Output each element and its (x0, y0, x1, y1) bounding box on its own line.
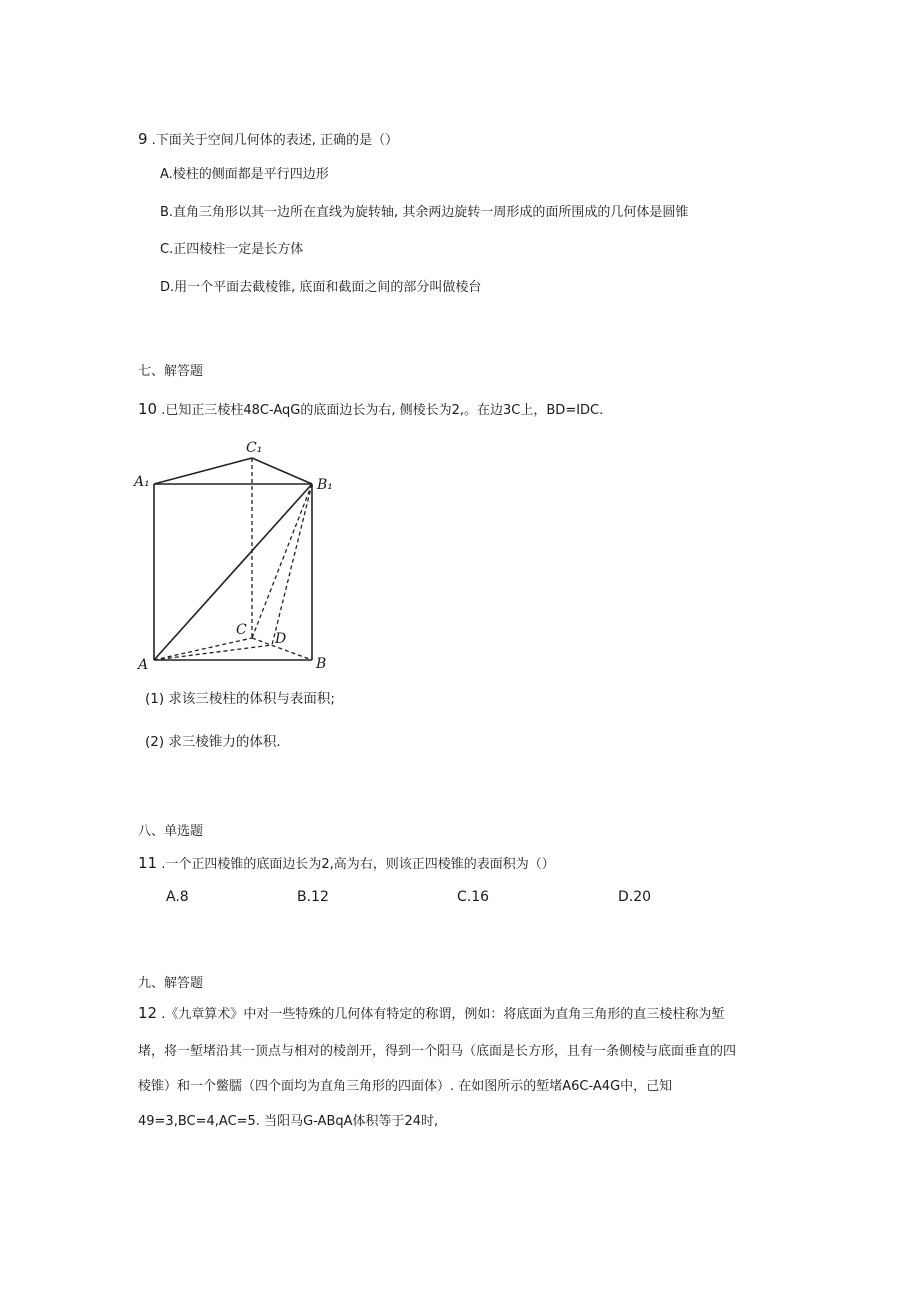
q9-stem-line (138, 130, 398, 150)
q9-option-c: C.正四棱柱一定是长方体 (160, 242, 304, 257)
q11-option-b: B.12 (297, 889, 329, 905)
q12-line-3: 棱锥）和一个鳖臑（四个面均为直角三角形的四面体）. 在如图所示的堑堵A6C-A4G中，己知 (138, 1079, 673, 1094)
q9-option-a: A.棱柱的侧面都是平行四边形 (160, 167, 329, 182)
label-a1: A₁ (134, 474, 150, 490)
q9-number: 9 (138, 130, 148, 148)
q9-option-d: D.用一个平面去截棱锥, 底面和截面之间的部分叫做棱台 (160, 280, 482, 295)
q10-stem: .已知正三棱柱48C-AqG的底面边长为右, 侧棱长为2,。在边3C上，BD=IDC. (157, 403, 604, 418)
label-c1: C₁ (246, 440, 263, 456)
q12-text-1: .《九章算术》中对一些特殊的几何体有特定的称谓，例如：将底面为直角三角形的直三棱柱称为堑 (157, 1007, 725, 1022)
q12-line-1 (138, 1004, 724, 1024)
section-9-heading: 九、解答题 (138, 976, 204, 991)
edge-a1-c1 (154, 458, 252, 484)
q11-option-d: D.20 (618, 889, 652, 905)
q10-number: 10 (138, 400, 158, 418)
label-b: B (316, 656, 327, 672)
edge-a-d (154, 645, 272, 660)
section-8-heading: 八、单选题 (138, 824, 204, 839)
q11-option-a: A.8 (166, 889, 189, 905)
section-7-heading: 七、解答题 (138, 364, 204, 379)
edge-a-b1 (154, 484, 312, 660)
edge-b1-c (252, 484, 312, 638)
edge-c1-b1 (252, 458, 312, 484)
q10-part-2: (2) 求三棱锥力的体积. (145, 734, 281, 750)
q11-number: 11 (138, 854, 158, 872)
q12-number: 12 (138, 1004, 158, 1022)
q10-part-1: (1) 求该三棱柱的体积与表面积; (145, 691, 335, 707)
q9-option-b: B.直角三角形以其一边所在直线为旋转轴, 其余两边旋转一周形成的面所围成的几何体是圆锥 (160, 205, 689, 220)
q12-line-4: 49=3,BC=4,AC=5. 当阳马G-ABqA体积等于24时, (138, 1114, 439, 1129)
q10-stem-line (138, 400, 603, 420)
q9-stem: .下面关于空间几何体的表述, 正确的是（） (147, 133, 399, 148)
q12-line-2: 堵，将一堑堵沿其一顶点与相对的棱剖开，得到一个阳马（底面是长方形，且有一条侧棱与底面垂直的四 (138, 1044, 737, 1059)
label-d: D (275, 631, 287, 647)
label-c: C (236, 622, 247, 638)
label-b1: B₁ (317, 477, 333, 493)
q11-stem: .一个正四棱锥的底面边长为2,高为右，则该正四棱锥的表面积为（） (157, 857, 555, 872)
edge-b1-d (272, 484, 312, 645)
q11-stem-line (138, 854, 555, 874)
prism-figure (132, 436, 342, 674)
q11-option-c: C.16 (457, 889, 490, 905)
label-a: A (138, 657, 149, 673)
